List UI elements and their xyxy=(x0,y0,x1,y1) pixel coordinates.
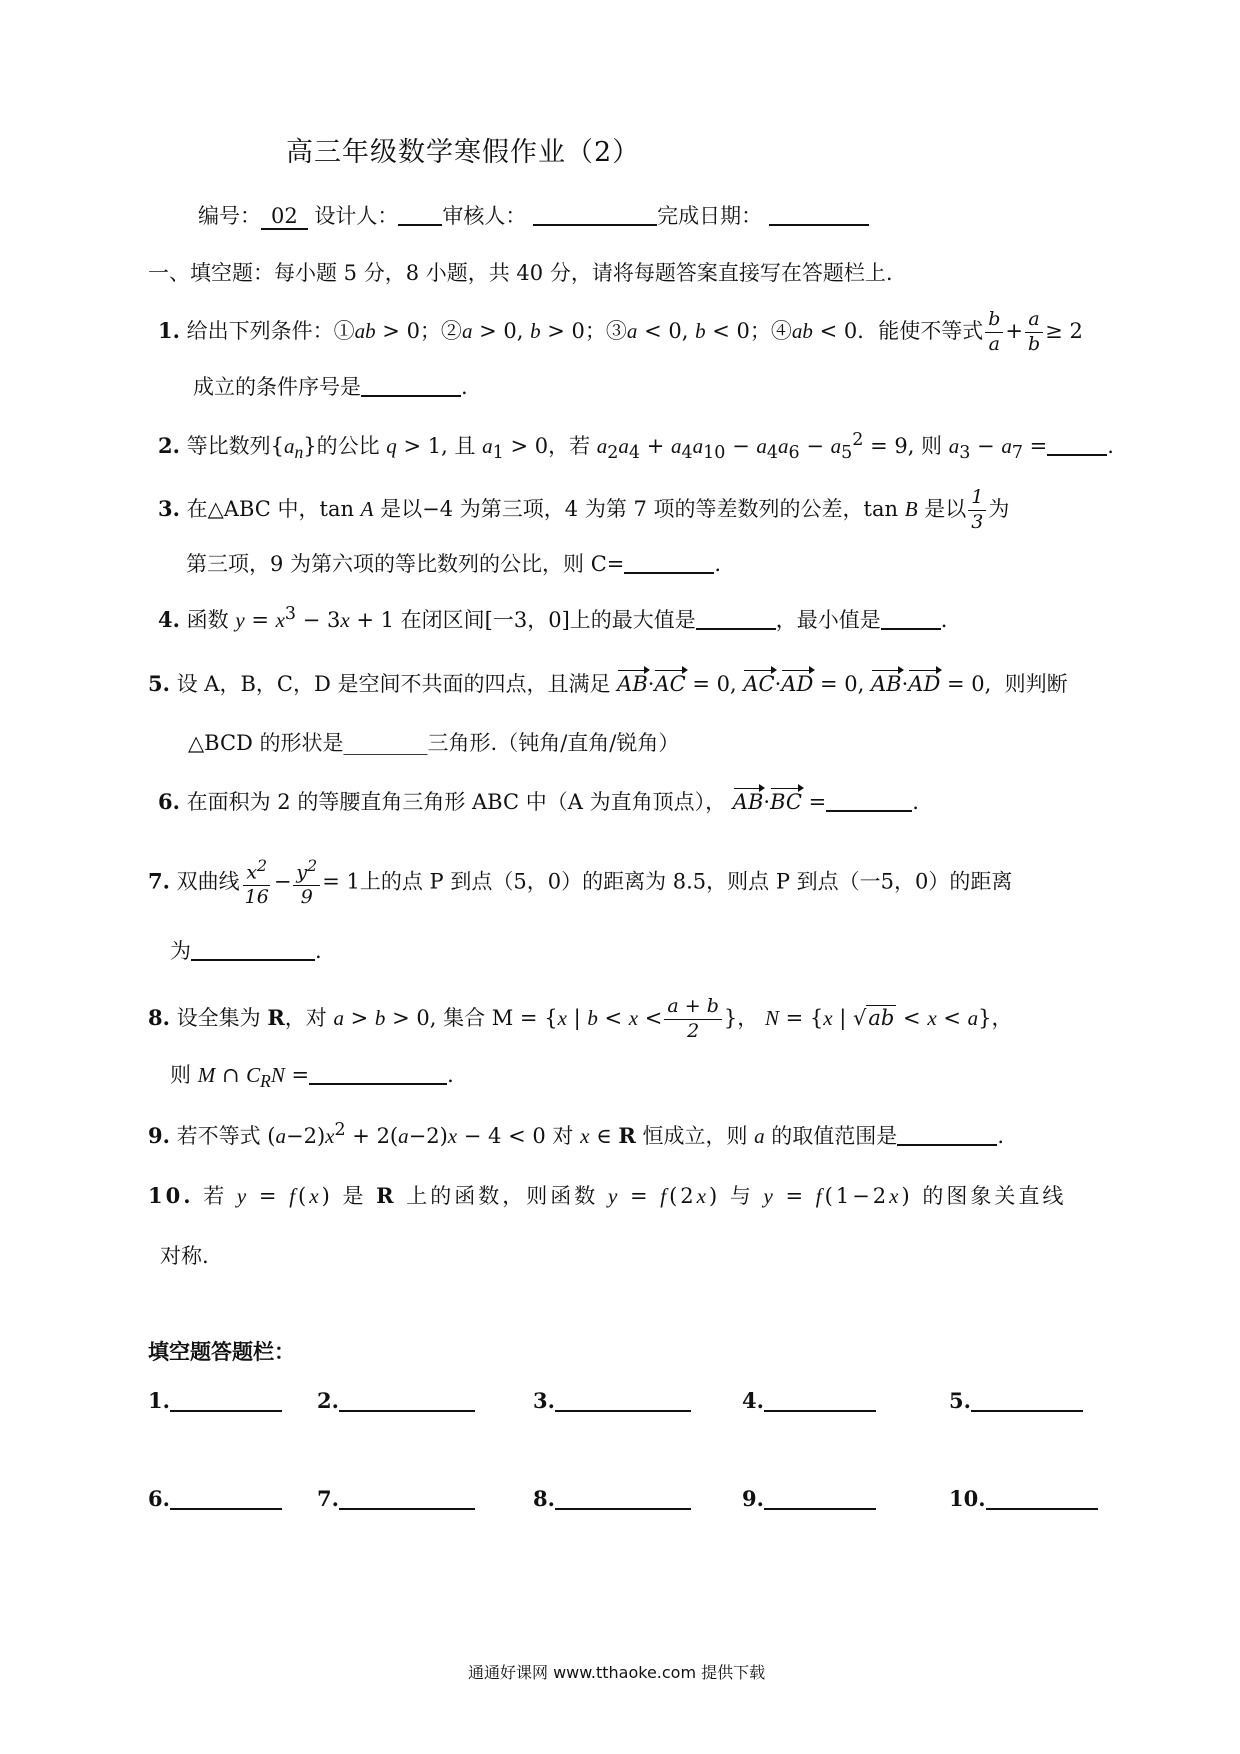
answer-blank[interactable] xyxy=(897,1123,997,1146)
question-2: 2. 等比数列$\{a_n\}$的公比 q > 1, 且 $a_1 > 0$，若 $a_2a_4 + a_4a_{10} - a_4a_6 - a_5^2 = 9$, 则 $a_3 - a_7$ = . xyxy=(158,430,1114,464)
question-text: 成立的条件序号是 xyxy=(193,375,361,399)
question-8-continued: 则 M ∩ $C_RN$ = . xyxy=(170,1063,454,1092)
question-5 xyxy=(148,668,1068,698)
question-text: 为 xyxy=(170,939,191,963)
question-text: 设 A，B，C，D 是空间不共面的四点，且满足 xyxy=(176,672,611,696)
question-text: }， N = {x | √ab < x < a}， xyxy=(723,1005,1013,1030)
question-text: 则判断 xyxy=(1004,672,1068,696)
number-value: 02 xyxy=(261,204,308,230)
answer-blank[interactable] xyxy=(191,938,315,961)
question-3: 3. 在△ABC 中，tan A 是以−4 为第三项，4 为第 7 项的等差数列的公差，tan B 是以 $\frac{1}{3}$ 为 xyxy=(158,486,1010,533)
question-text: 第三项，9 为第六项的等比数列的公比，则 C= xyxy=(186,552,625,576)
answer-blank-min[interactable] xyxy=(881,607,941,630)
designer-blank[interactable] xyxy=(398,203,442,226)
answer-slot-4[interactable]: 4. xyxy=(742,1388,876,1413)
question-5-continued: △BCD 的形状是________三角形.（钝角/直角/锐角） xyxy=(188,731,680,755)
number-label: 编号： xyxy=(198,204,261,228)
question-number: 6. xyxy=(158,789,180,814)
answer-slot-7[interactable]: 7. xyxy=(317,1486,475,1511)
fraction: $\frac{a}{b}$ xyxy=(1025,308,1043,357)
question-text: 双曲线 xyxy=(176,869,240,894)
page-title: 高三年级数学寒假作业（2） xyxy=(286,137,641,168)
question-number: 7. xyxy=(148,868,170,894)
answer-slot-8[interactable]: 8. xyxy=(533,1486,691,1511)
question-6: 6. 在面积为 2 的等腰直角三角形 ABC 中（A 为直角顶点）， AB·BC = . xyxy=(158,789,919,814)
answer-slot-9[interactable]: 9. xyxy=(742,1486,876,1511)
question-number: 2. xyxy=(158,433,180,458)
answer-slot-6[interactable]: 6. xyxy=(148,1486,282,1511)
answer-blank[interactable] xyxy=(1047,433,1107,456)
meta-line xyxy=(198,200,869,230)
answer-slot-5[interactable]: 5. xyxy=(949,1388,1083,1413)
reviewer-blank[interactable] xyxy=(533,203,657,226)
question-number: 9. xyxy=(148,1123,170,1148)
fraction: $\frac{y^2}{9}$ xyxy=(293,856,320,910)
question-text: ，最小值是 xyxy=(775,608,881,632)
question-text: 在面积为 2 的等腰直角三角形 ABC 中（A 为直角顶点）， xyxy=(186,790,727,814)
answer-slot-10[interactable]: 10. xyxy=(949,1486,1098,1511)
date-blank[interactable] xyxy=(769,203,869,226)
answer-section-heading: 填空题答题栏： xyxy=(148,1339,295,1364)
question-number: 1. xyxy=(158,317,180,343)
answer-blank[interactable] xyxy=(624,551,714,574)
answer-slot-3[interactable]: 3. xyxy=(533,1388,691,1413)
question-text: 在△ABC 中，tan A 是以−4 为第三项，4 为第 7 项的等差数列的公差，tan B 是以 xyxy=(186,496,967,521)
question-number: 8. xyxy=(148,1004,170,1030)
question-text: 给出下列条件：①ab > 0；②a > 0, b > 0；③a < 0, b < 0；④ab < 0．能使不等式 xyxy=(186,318,984,343)
reviewer-label: 审核人： xyxy=(442,204,527,228)
answer-blank[interactable] xyxy=(309,1062,447,1085)
fraction: $\frac{x^2}{16}$ xyxy=(244,856,269,909)
question-9: 9. 若不等式 $(a-2)x^2 + 2(a-2)x - 4 < 0$ 对 x ∈ R 恒成立，则 a 的取值范围是 . xyxy=(148,1120,1004,1148)
question-text: 上的点 P 到点（5，0）的距离为 8.5，则点 P 到点（一5，0）的距离 xyxy=(359,869,1013,894)
question-4: 4. 函数 $y = x^3 - 3x + 1$ 在闭区间[一3，0]上的最大值是 ，最小值是 . xyxy=(158,604,948,632)
question-number: 3. xyxy=(158,495,180,521)
fraction: $\frac{a + b}{2}$ xyxy=(664,995,722,1044)
question-text: 设全集为 R，对 a > b > 0, 集合 M = {x | b < x < xyxy=(176,1004,663,1030)
question-1: 1. 给出下列条件：①ab > 0；②a > 0, b > 0；③a < 0, b < 0；④ab < 0．能使不等式 $\frac{b}{a}$ + $\frac{a}{b}$ ≥ 2 xyxy=(158,308,1083,355)
fraction: $\frac{b}{a}$ xyxy=(985,308,1003,357)
section-heading: 一、填空题：每小题 5 分，8 小题，共 40 分，请将每题答案直接写在答题栏上. xyxy=(148,261,893,285)
question-text: 若 y = f(x) 是 R 上的函数，则函数 y = f(2x) 与 y = f(1−2x) 的图象关直线 xyxy=(203,1183,1067,1208)
question-10 xyxy=(148,1180,1066,1210)
answer-slot-2[interactable]: 2. xyxy=(317,1388,475,1413)
question-7-continued: 为 . xyxy=(170,939,322,963)
answer-blank[interactable] xyxy=(826,789,912,812)
question-7: 7. 双曲线 $\frac{x^2}{16}$ − $\frac{y^2}{9}$ = 1上的点 P 到点（5，0）的距离为 8.5，则点 P 到点（一5，0）的距离 xyxy=(148,856,1013,909)
question-1-continued: 成立的条件序号是 . xyxy=(193,375,468,399)
question-number: 10. xyxy=(148,1183,194,1208)
answer-blank-max[interactable] xyxy=(696,607,776,630)
question-10-continued: 对称. xyxy=(160,1244,209,1268)
footer-text: 通通好课网 www.tthaoke.com 提供下载 xyxy=(468,1663,766,1682)
question-3-continued: 第三项，9 为第六项的等比数列的公比，则 C= . xyxy=(186,552,722,576)
answer-slot-1[interactable]: 1. xyxy=(148,1388,282,1413)
question-text: 若不等式 $(a-2)x^2 + 2(a-2)x - 4 < 0$ 对 x ∈ R 恒成立，则 a 的取值范围是 xyxy=(176,1120,898,1148)
question-text: 函数 $y = x^3 - 3x + 1$ 在闭区间[一3，0]上的最大值是 xyxy=(186,604,696,632)
question-text: 等比数列$\{a_n\}$的公比 q > 1, 且 $a_1 > 0$，若 $a_2a_4 + a_4a_{10} - a_4a_6 - a_5^2 = 9$, 则 $a_3 - a_7$ = xyxy=(186,430,1048,464)
vector-condition: AB·AC = 0, AC·AD = 0, AB·AD = 0, xyxy=(617,672,992,696)
designer-label: 设计人： xyxy=(314,204,399,228)
question-number: 4. xyxy=(158,607,180,632)
question-number: 5. xyxy=(148,671,170,696)
fraction: $\frac{1}{3}$ xyxy=(968,486,986,535)
question-8 xyxy=(148,995,1012,1044)
date-label: 完成日期： xyxy=(657,204,763,228)
answer-blank[interactable] xyxy=(361,374,461,397)
